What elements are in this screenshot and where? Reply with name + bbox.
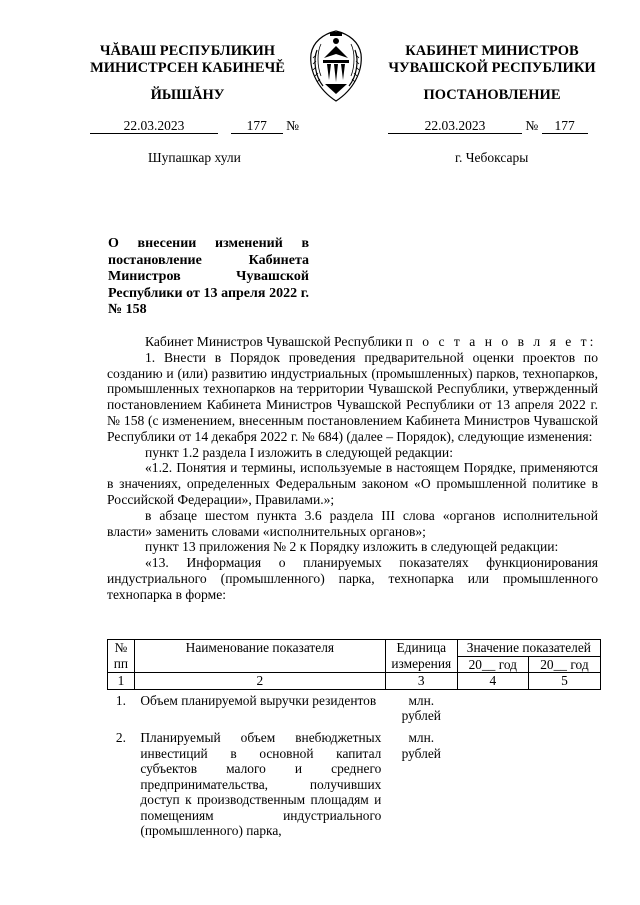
row-1-unit: млн. рублей <box>401 692 441 723</box>
body-paragraph-6: «13. Информация о планируемых показателях функционирования индустриального (промышленного) парка, технопарка или промышленного технопарка в форме: <box>107 555 598 602</box>
row-1-num: 1. <box>115 692 126 708</box>
col-num-5: 5 <box>528 673 600 690</box>
row-1-year-2 <box>528 689 600 730</box>
table-row <box>108 730 601 839</box>
registration-left <box>90 118 299 134</box>
number-sign-right: № <box>525 118 539 133</box>
col-num-2: 2 <box>134 673 385 690</box>
document-title: О внесении изменений в постановление Кабинета Министров Чувашской Республики от 13 апреля 2022 г. № 158 <box>108 236 309 317</box>
row-1-year-1 <box>457 689 528 730</box>
header-right-line2: ЧУВАШСКОЙ РЕСПУБЛИКИ <box>388 60 596 76</box>
decree-word: п о с т а н о в л я е т: <box>405 334 597 349</box>
reg-number-right: 177 <box>542 118 588 134</box>
table-header-row-1 <box>108 640 601 657</box>
body-paragraph-2: пункт 1.2 раздела I изложить в следующей редакции: <box>145 444 453 460</box>
body-paragraph-1: 1. Внести в Порядок проведения предварительной оценки проектов по созданию и (или) развитию индустриальных (промышленных) парков, технопарков, промышленных технопарков на территории Чувашской Республики, утвержденный постановлением Кабинета Министров Чувашской Республики от 13 апреля 2022 г. № 158 (с изменением, внесенным постановлением Кабинета Министров Чувашской Республики от 14 декабря 2022 г. № 684) (далее – Порядок), следующие изменения: <box>107 349 598 444</box>
col-num-1: 1 <box>108 673 135 690</box>
col-num-4: 4 <box>457 673 528 690</box>
body-paragraph-4: в абзаце шестом пункта 3.6 раздела III слова «органов исполнительной власти» заменить словами «исполнительных органов»; <box>107 507 598 539</box>
body-paragraph-3: «1.2. Понятия и термины, используемые в настоящем Порядке, применяются в значениях, определенных Федеральным законом «О промышленной политике в Российской Федерации», Правилами.»; <box>107 460 598 507</box>
registration-right <box>388 118 588 134</box>
place-left: Шупашкар хули <box>148 150 241 165</box>
table-row <box>108 689 601 730</box>
reg-number-left: 177 <box>231 118 283 134</box>
header-right-line1: КАБИНЕТ МИНИСТРОВ <box>405 43 579 59</box>
number-sign-left: № <box>286 118 300 133</box>
row-2-year-1 <box>457 730 528 839</box>
header-values: Значение показателей <box>457 640 600 657</box>
row-2-year-2 <box>528 730 600 839</box>
reg-date-right: 22.03.2023 <box>388 118 522 134</box>
header-unit: Единица измерения <box>385 640 457 673</box>
header-year-2: 20__ год <box>528 656 600 673</box>
body-paragraph-5: пункт 13 приложения № 2 к Порядку изложить в следующей редакции: <box>145 539 559 555</box>
header-num: № пп <box>108 640 135 673</box>
place-right: г. Чебоксары <box>455 150 529 165</box>
header-left-line1: ЧĂВАШ РЕСПУБЛИКИН <box>99 43 276 59</box>
doc-type-left: ЙЫШĂНУ <box>150 87 225 103</box>
header-left-line2: МИНИСТРСЕН КАБИНЕЧĚ <box>90 60 285 76</box>
row-2-num: 2. <box>115 730 126 745</box>
indicators-table <box>107 639 601 839</box>
chuvash-coat-of-arms-icon <box>303 28 369 104</box>
reg-date-left: 22.03.2023 <box>90 118 218 134</box>
doc-type-right: ПОСТАНОВЛЕНИЕ <box>423 87 561 103</box>
header-year-1: 20__ год <box>457 656 528 673</box>
row-2-name: Планируемый объем внебюджетных инвестиций в основной капитал субъектов малого и среднего предпринимательства, получивших доступ к производственным площадям и помещениям индустриального (промышленного) парка, <box>140 730 382 838</box>
header-right-title <box>372 43 612 77</box>
row-1-name: Объем планируемой выручки резидентов <box>140 692 377 708</box>
table-column-numbers <box>108 673 601 690</box>
header-name: Наименование показателя <box>134 640 385 673</box>
row-2-unit: млн. рублей <box>401 730 441 761</box>
header-left-title <box>75 43 300 77</box>
col-num-3: 3 <box>385 673 457 690</box>
document-body <box>107 334 598 603</box>
body-intro: Кабинет Министров Чувашской Республики п о с т а н о в л я е т: <box>145 334 597 349</box>
